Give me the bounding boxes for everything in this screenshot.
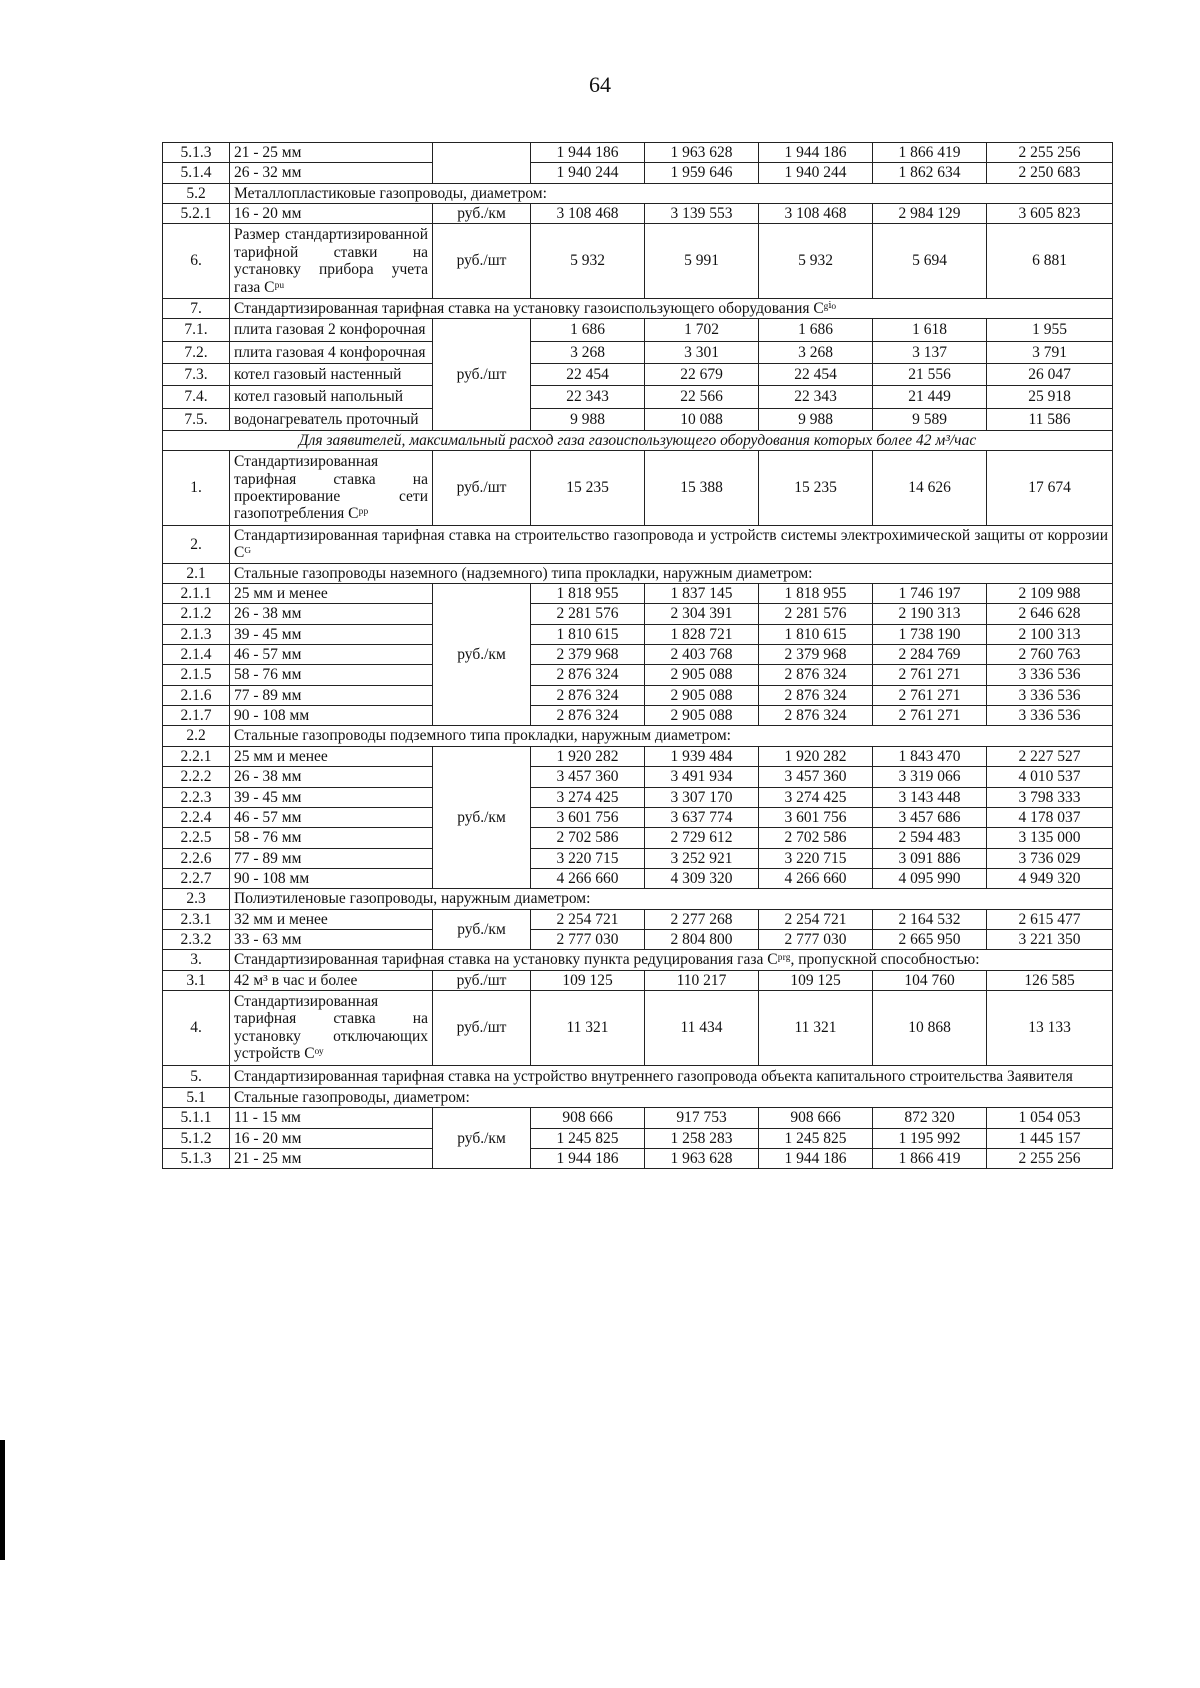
value-cell: 2 905 088 <box>645 665 759 685</box>
row-number: 5.1.4 <box>163 163 230 183</box>
value-cell: 3 268 <box>531 341 645 363</box>
value-cell: 14 626 <box>873 451 987 525</box>
value-cell: 2 379 968 <box>759 644 873 664</box>
value-cell: 1 940 244 <box>759 163 873 183</box>
value-cell: 1 445 157 <box>987 1128 1113 1148</box>
value-cell: 3 221 350 <box>987 930 1113 950</box>
value-cell: 126 585 <box>987 970 1113 990</box>
value-cell: 3 457 360 <box>759 767 873 787</box>
value-cell: 3 220 715 <box>759 848 873 868</box>
table-row <box>163 909 1113 929</box>
row-number: 2.3.1 <box>163 909 230 929</box>
row-number: 2.3.2 <box>163 930 230 950</box>
value-cell: 2 702 586 <box>759 828 873 848</box>
value-cell: 2 281 576 <box>531 604 645 624</box>
row-unit: руб./шт <box>433 991 531 1065</box>
row-unit: руб./км <box>433 583 531 726</box>
value-cell: 1 258 283 <box>645 1128 759 1148</box>
value-cell: 2 984 129 <box>873 204 987 224</box>
value-cell: 2 777 030 <box>531 930 645 950</box>
row-number: 6. <box>163 224 230 298</box>
row-number: 2.2.3 <box>163 787 230 807</box>
value-cell: 3 137 <box>873 341 987 363</box>
value-cell: 917 753 <box>645 1108 759 1128</box>
value-cell: 3 307 170 <box>645 787 759 807</box>
value-cell: 2 255 256 <box>987 143 1113 163</box>
value-cell: 872 320 <box>873 1108 987 1128</box>
row-name: котел газовый напольный <box>230 386 433 408</box>
value-cell: 3 268 <box>759 341 873 363</box>
row-name: 46 - 57 мм <box>230 807 433 827</box>
table-row <box>163 363 1113 385</box>
row-name: 39 - 45 мм <box>230 624 433 644</box>
table-row <box>163 341 1113 363</box>
value-cell: 908 666 <box>759 1108 873 1128</box>
table-row <box>163 451 1113 525</box>
value-cell: 5 932 <box>759 224 873 298</box>
value-cell: 11 586 <box>987 408 1113 430</box>
value-cell: 3 091 886 <box>873 848 987 868</box>
value-cell: 1 920 282 <box>759 746 873 766</box>
row-name: Размер стандартизированной тарифной ставки на установку прибора учета газа Сᵖᵘ <box>230 224 433 298</box>
value-cell: 104 760 <box>873 970 987 990</box>
value-cell: 2 379 968 <box>531 644 645 664</box>
row-number: 2.1.1 <box>163 583 230 603</box>
value-cell: 10 088 <box>645 408 759 430</box>
table-row <box>163 706 1113 726</box>
value-cell: 1 944 186 <box>759 143 873 163</box>
value-cell: 3 637 774 <box>645 807 759 827</box>
value-cell: 3 274 425 <box>531 787 645 807</box>
row-number: 2.2.4 <box>163 807 230 827</box>
value-cell: 11 321 <box>759 991 873 1065</box>
row-name: 26 - 32 мм <box>230 163 433 183</box>
row-unit: руб./шт <box>433 224 531 298</box>
value-cell: 3 108 468 <box>759 204 873 224</box>
row-name: 39 - 45 мм <box>230 787 433 807</box>
row-unit: руб./км <box>433 204 531 224</box>
row-number: 2.1.4 <box>163 644 230 664</box>
value-cell: 21 556 <box>873 363 987 385</box>
row-name: котел газовый настенный <box>230 363 433 385</box>
value-cell: 3 605 823 <box>987 204 1113 224</box>
table-row <box>163 930 1113 950</box>
value-cell: 2 777 030 <box>759 930 873 950</box>
value-cell: 4 949 320 <box>987 868 1113 888</box>
value-cell: 1 939 484 <box>645 746 759 766</box>
value-cell: 4 010 537 <box>987 767 1113 787</box>
table-row <box>163 386 1113 408</box>
row-number: 2.1 <box>163 563 230 583</box>
row-number: 2.2.7 <box>163 868 230 888</box>
row-unit: руб./шт <box>433 970 531 990</box>
value-cell: 3 791 <box>987 341 1113 363</box>
value-cell: 5 991 <box>645 224 759 298</box>
row-number: 2. <box>163 525 230 563</box>
section-header: Стальные газопроводы, диаметром: <box>230 1087 1113 1107</box>
row-number: 4. <box>163 991 230 1065</box>
row-number: 2.1.2 <box>163 604 230 624</box>
value-cell: 3 108 468 <box>531 204 645 224</box>
row-name: 25 мм и менее <box>230 583 433 603</box>
value-cell: 109 125 <box>759 970 873 990</box>
value-cell: 2 702 586 <box>531 828 645 848</box>
row-name: 42 м³ в час и более <box>230 970 433 990</box>
table-row <box>163 183 1113 203</box>
table-row <box>163 644 1113 664</box>
value-cell: 15 235 <box>759 451 873 525</box>
row-name: Стандартизированная тарифная ставка на проектирование сети газопотребления Сᵖᵖ <box>230 451 433 525</box>
value-cell: 2 729 612 <box>645 828 759 848</box>
value-cell: 2 761 271 <box>873 665 987 685</box>
row-unit: руб./шт <box>433 319 531 431</box>
value-cell: 1 686 <box>531 319 645 341</box>
value-cell: 22 454 <box>759 363 873 385</box>
value-cell: 1 837 145 <box>645 583 759 603</box>
value-cell: 1 810 615 <box>759 624 873 644</box>
value-cell: 2 227 527 <box>987 746 1113 766</box>
row-name: 25 мм и менее <box>230 746 433 766</box>
value-cell: 3 601 756 <box>759 807 873 827</box>
value-cell: 3 336 536 <box>987 685 1113 705</box>
value-cell: 1 920 282 <box>531 746 645 766</box>
value-cell: 3 336 536 <box>987 665 1113 685</box>
row-name: 21 - 25 мм <box>230 143 433 163</box>
value-cell: 11 434 <box>645 991 759 1065</box>
row-number: 3. <box>163 950 230 970</box>
value-cell: 22 343 <box>759 386 873 408</box>
table-row <box>163 950 1113 970</box>
value-cell: 1 862 634 <box>873 163 987 183</box>
value-cell: 2 804 800 <box>645 930 759 950</box>
row-number: 7.3. <box>163 363 230 385</box>
value-cell: 3 274 425 <box>759 787 873 807</box>
value-cell: 1 195 992 <box>873 1128 987 1148</box>
table-row <box>163 604 1113 624</box>
section-header: Стальные газопроводы наземного (надземного) типа прокладки, наружным диаметром: <box>230 563 1113 583</box>
table-row <box>163 970 1113 990</box>
section-header: Стандартизированная тарифная ставка на строительство газопровода и устройств системы электрохимической защиты от коррозии Сᴳ <box>230 525 1113 563</box>
row-name: 26 - 38 мм <box>230 604 433 624</box>
table-row <box>163 224 1113 298</box>
row-name: 77 - 89 мм <box>230 848 433 868</box>
value-cell: 1 944 186 <box>531 1148 645 1168</box>
table-row <box>163 583 1113 603</box>
value-cell: 2 109 988 <box>987 583 1113 603</box>
value-cell: 1 618 <box>873 319 987 341</box>
value-cell: 1 746 197 <box>873 583 987 603</box>
row-number: 7.5. <box>163 408 230 430</box>
value-cell: 6 881 <box>987 224 1113 298</box>
value-cell: 5 932 <box>531 224 645 298</box>
value-cell: 2 905 088 <box>645 685 759 705</box>
value-cell: 3 301 <box>645 341 759 363</box>
section-header: Металлопластиковые газопроводы, диаметром: <box>230 183 1113 203</box>
value-cell: 9 988 <box>531 408 645 430</box>
row-unit <box>433 143 531 184</box>
value-cell: 4 266 660 <box>531 868 645 888</box>
value-cell: 2 761 271 <box>873 706 987 726</box>
value-cell: 15 235 <box>531 451 645 525</box>
value-cell: 1 866 419 <box>873 143 987 163</box>
row-name: плита газовая 2 конфорочная <box>230 319 433 341</box>
value-cell: 3 220 715 <box>531 848 645 868</box>
row-name: 32 мм и менее <box>230 909 433 929</box>
value-cell: 10 868 <box>873 991 987 1065</box>
row-number: 2.1.3 <box>163 624 230 644</box>
table-row <box>163 298 1113 318</box>
value-cell: 2 190 313 <box>873 604 987 624</box>
table-row <box>163 868 1113 888</box>
table-row <box>163 1087 1113 1107</box>
table-row <box>163 624 1113 644</box>
value-cell: 2 250 683 <box>987 163 1113 183</box>
value-cell: 2 646 628 <box>987 604 1113 624</box>
scan-edge-mark <box>0 1440 5 1560</box>
row-number: 5.1 <box>163 1087 230 1107</box>
value-cell: 1 944 186 <box>759 1148 873 1168</box>
table-row <box>163 1128 1113 1148</box>
value-cell: 3 143 448 <box>873 787 987 807</box>
value-cell: 4 309 320 <box>645 868 759 888</box>
value-cell: 2 100 313 <box>987 624 1113 644</box>
value-cell: 2 277 268 <box>645 909 759 929</box>
row-name: 26 - 38 мм <box>230 767 433 787</box>
value-cell: 11 321 <box>531 991 645 1065</box>
row-unit: руб./км <box>433 746 531 889</box>
table-row <box>163 319 1113 341</box>
row-name: 33 - 63 мм <box>230 930 433 950</box>
value-cell: 22 454 <box>531 363 645 385</box>
section-header: Полиэтиленовые газопроводы, наружным диаметром: <box>230 889 1113 909</box>
row-name: 11 - 15 мм <box>230 1108 433 1128</box>
value-cell: 3 736 029 <box>987 848 1113 868</box>
value-cell: 1 944 186 <box>531 143 645 163</box>
row-number: 7. <box>163 298 230 318</box>
applicant-section-header: Для заявителей, максимальный расход газа газоиспользующего оборудования которых более 42 м³/час <box>163 431 1113 451</box>
value-cell: 2 876 324 <box>759 685 873 705</box>
value-cell: 26 047 <box>987 363 1113 385</box>
value-cell: 1 810 615 <box>531 624 645 644</box>
row-number: 5. <box>163 1065 230 1087</box>
row-name: 16 - 20 мм <box>230 204 433 224</box>
table-row <box>163 525 1113 563</box>
value-cell: 109 125 <box>531 970 645 990</box>
value-cell: 3 135 000 <box>987 828 1113 848</box>
value-cell: 3 252 921 <box>645 848 759 868</box>
row-unit: руб./шт <box>433 451 531 525</box>
table-row <box>163 807 1113 827</box>
section-header: Стандартизированная тарифная ставка на установку газоиспользующего оборудования Сᵍⁱᵒ <box>230 298 1113 318</box>
section-header: Стандартизированная тарифная ставка на устройство внутреннего газопровода объекта капитального строительства Заявителя <box>230 1065 1113 1087</box>
table-row <box>163 204 1113 224</box>
table-row <box>163 1065 1113 1087</box>
table-row <box>163 991 1113 1065</box>
row-number: 2.1.7 <box>163 706 230 726</box>
row-name: 90 - 108 мм <box>230 706 433 726</box>
row-name: Стандартизированная тарифная ставка на установку отключающих устройств Сᵒʸ <box>230 991 433 1065</box>
row-number: 3.1 <box>163 970 230 990</box>
value-cell: 22 343 <box>531 386 645 408</box>
table-row <box>163 787 1113 807</box>
row-name: 77 - 89 мм <box>230 685 433 705</box>
row-number: 7.2. <box>163 341 230 363</box>
table-row <box>163 848 1113 868</box>
value-cell: 2 254 721 <box>531 909 645 929</box>
value-cell: 2 284 769 <box>873 644 987 664</box>
value-cell: 2 304 391 <box>645 604 759 624</box>
value-cell: 22 566 <box>645 386 759 408</box>
value-cell: 2 876 324 <box>531 665 645 685</box>
row-number: 2.3 <box>163 889 230 909</box>
value-cell: 2 594 483 <box>873 828 987 848</box>
value-cell: 5 694 <box>873 224 987 298</box>
table-row <box>163 685 1113 705</box>
row-number: 7.4. <box>163 386 230 408</box>
row-number: 2.2.5 <box>163 828 230 848</box>
value-cell: 9 988 <box>759 408 873 430</box>
value-cell: 1 866 419 <box>873 1148 987 1168</box>
value-cell: 1 818 955 <box>531 583 645 603</box>
table-row <box>163 408 1113 430</box>
value-cell: 908 666 <box>531 1108 645 1128</box>
value-cell: 3 601 756 <box>531 807 645 827</box>
table-row <box>163 828 1113 848</box>
value-cell: 21 449 <box>873 386 987 408</box>
value-cell: 1 963 628 <box>645 1148 759 1168</box>
row-name: 90 - 108 мм <box>230 868 433 888</box>
value-cell: 1 828 721 <box>645 624 759 644</box>
value-cell: 110 217 <box>645 970 759 990</box>
table-row <box>163 746 1113 766</box>
table-row <box>163 143 1113 163</box>
row-number: 5.2.1 <box>163 204 230 224</box>
value-cell: 1 843 470 <box>873 746 987 766</box>
row-unit: руб./км <box>433 1108 531 1169</box>
value-cell: 2 281 576 <box>759 604 873 624</box>
value-cell: 1 245 825 <box>759 1128 873 1148</box>
row-number: 5.1.2 <box>163 1128 230 1148</box>
value-cell: 1 245 825 <box>531 1128 645 1148</box>
section-header: Стальные газопроводы подземного типа прокладки, наружным диаметром: <box>230 726 1113 746</box>
value-cell: 2 403 768 <box>645 644 759 664</box>
row-name: 21 - 25 мм <box>230 1148 433 1168</box>
value-cell: 4 178 037 <box>987 807 1113 827</box>
row-number: 5.1.3 <box>163 143 230 163</box>
value-cell: 13 133 <box>987 991 1113 1065</box>
row-number: 2.2.6 <box>163 848 230 868</box>
row-number: 2.2 <box>163 726 230 746</box>
value-cell: 9 589 <box>873 408 987 430</box>
table-row <box>163 563 1113 583</box>
value-cell: 3 139 553 <box>645 204 759 224</box>
row-number: 7.1. <box>163 319 230 341</box>
row-number: 2.2.2 <box>163 767 230 787</box>
value-cell: 2 876 324 <box>759 706 873 726</box>
table-row <box>163 1148 1113 1168</box>
value-cell: 1 940 244 <box>531 163 645 183</box>
row-number: 2.2.1 <box>163 746 230 766</box>
value-cell: 2 254 721 <box>759 909 873 929</box>
row-number: 5.1.3 <box>163 1148 230 1168</box>
value-cell: 4 266 660 <box>759 868 873 888</box>
table-row <box>163 767 1113 787</box>
table-row <box>163 431 1113 451</box>
section-header: Стандартизированная тарифная ставка на установку пункта редуцирования газа Сᵖʳᵍ, пропускной способностью: <box>230 950 1113 970</box>
value-cell: 1 818 955 <box>759 583 873 603</box>
value-cell: 2 905 088 <box>645 706 759 726</box>
value-cell: 1 963 628 <box>645 143 759 163</box>
table-row <box>163 665 1113 685</box>
table-row <box>163 889 1113 909</box>
row-name: 58 - 76 мм <box>230 665 433 685</box>
value-cell: 3 491 934 <box>645 767 759 787</box>
tariff-table <box>162 142 1113 1169</box>
row-number: 2.1.5 <box>163 665 230 685</box>
value-cell: 3 798 333 <box>987 787 1113 807</box>
value-cell: 2 876 324 <box>759 665 873 685</box>
value-cell: 2 876 324 <box>531 685 645 705</box>
value-cell: 15 388 <box>645 451 759 525</box>
value-cell: 3 457 686 <box>873 807 987 827</box>
table-row <box>163 163 1113 183</box>
row-name: плита газовая 4 конфорочная <box>230 341 433 363</box>
row-name: 58 - 76 мм <box>230 828 433 848</box>
value-cell: 2 615 477 <box>987 909 1113 929</box>
row-unit: руб./км <box>433 909 531 950</box>
row-number: 2.1.6 <box>163 685 230 705</box>
row-name: водонагреватель проточный <box>230 408 433 430</box>
row-name: 46 - 57 мм <box>230 644 433 664</box>
table-row <box>163 1108 1113 1128</box>
value-cell: 2 665 950 <box>873 930 987 950</box>
row-number: 5.2 <box>163 183 230 203</box>
row-name: 16 - 20 мм <box>230 1128 433 1148</box>
row-number: 5.1.1 <box>163 1108 230 1128</box>
value-cell: 1 702 <box>645 319 759 341</box>
value-cell: 2 761 271 <box>873 685 987 705</box>
value-cell: 3 319 066 <box>873 767 987 787</box>
value-cell: 17 674 <box>987 451 1113 525</box>
table-row <box>163 726 1113 746</box>
value-cell: 22 679 <box>645 363 759 385</box>
value-cell: 1 054 053 <box>987 1108 1113 1128</box>
value-cell: 1 738 190 <box>873 624 987 644</box>
value-cell: 1 686 <box>759 319 873 341</box>
row-number: 1. <box>163 451 230 525</box>
value-cell: 1 955 <box>987 319 1113 341</box>
page-number: 64 <box>589 72 611 97</box>
value-cell: 2 760 763 <box>987 644 1113 664</box>
value-cell: 4 095 990 <box>873 868 987 888</box>
value-cell: 2 876 324 <box>531 706 645 726</box>
value-cell: 3 457 360 <box>531 767 645 787</box>
value-cell: 2 164 532 <box>873 909 987 929</box>
value-cell: 2 255 256 <box>987 1148 1113 1168</box>
value-cell: 25 918 <box>987 386 1113 408</box>
value-cell: 1 959 646 <box>645 163 759 183</box>
value-cell: 3 336 536 <box>987 706 1113 726</box>
